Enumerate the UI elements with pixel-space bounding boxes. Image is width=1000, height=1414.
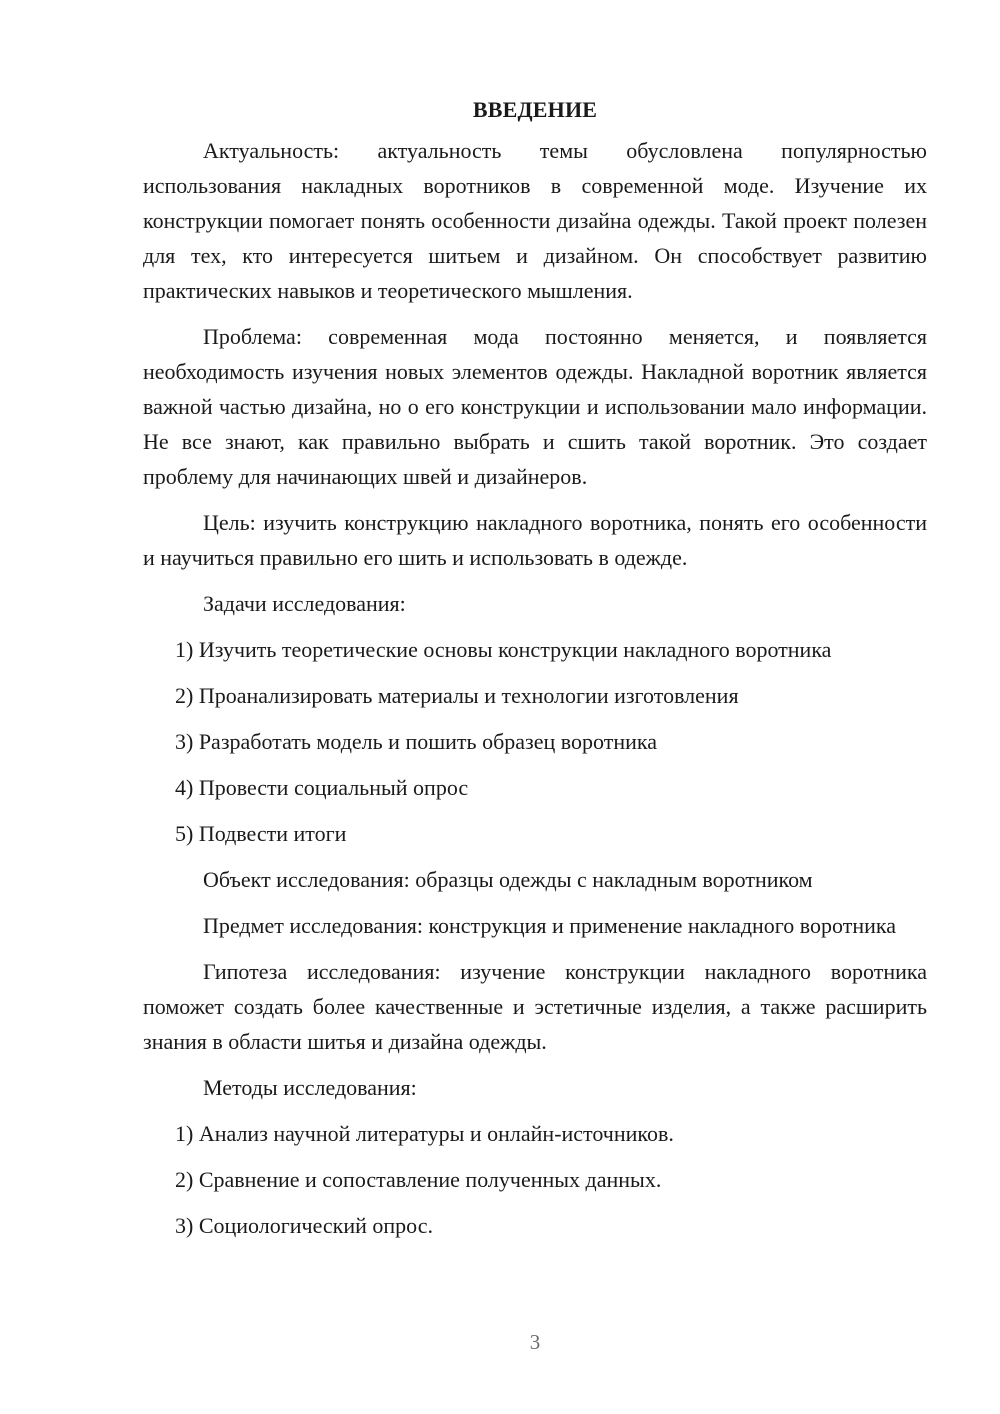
page-title: ВВЕДЕНИЕ: [472, 97, 598, 122]
tasks-heading: Задачи исследования:: [203, 591, 406, 616]
task-item: 2) Проанализировать материалы и технологии изготовления: [175, 683, 739, 708]
task-item: 5) Подвести итоги: [175, 821, 347, 846]
task-item: 4) Провести социальный опрос: [175, 775, 469, 800]
subject-paragraph: Предмет исследования: конструкция и применение накладного воротника: [203, 913, 896, 938]
object-paragraph: Объект исследования: образцы одежды с накладным воротником: [203, 867, 813, 892]
page-number: 3: [529, 1330, 541, 1354]
methods-heading: Методы исследования:: [203, 1075, 417, 1100]
hypothesis-paragraph: Гипотеза исследования: изучение конструкции накладного воротника поможет создать более качественные и эстетичные изделия, а также расширить знания в области шитья и дизайна одежды.: [143, 959, 927, 1054]
relevance-paragraph: Актуальность: актуальность темы обусловлена популярностью использования накладных воротников в современной моде. Изучение их конструкции помогает понять особенности дизайна одежды. Такой проект полезен для тех, кто интересуется шитьем и дизайном. Он способствует развитию практических навыков и теоретического мышления.: [143, 138, 927, 303]
goal-paragraph: Цель: изучить конструкцию накладного воротника, понять его особенности и научиться правильно его шить и использовать в одежде.: [143, 510, 927, 570]
problem-paragraph: Проблема: современная мода постоянно меняется, и появляется необходимость изучения новых элементов одежды. Накладной воротник является важной частью дизайна, но о его конструкции и использовании мало информации. Не все знают, как правильно выбрать и сшить такой воротник. Это создает проблему для начинающих швей и дизайнеров.: [143, 324, 927, 489]
method-item: 3) Социологический опрос.: [175, 1213, 433, 1238]
method-item: 2) Сравнение и сопоставление полученных данных.: [175, 1167, 662, 1192]
task-item: 3) Разработать модель и пошить образец воротника: [175, 729, 657, 754]
task-item: 1) Изучить теоретические основы конструкции накладного воротника: [175, 637, 832, 662]
method-item: 1) Анализ научной литературы и онлайн-источников.: [175, 1121, 674, 1146]
document-page: [143, 92, 927, 1243]
